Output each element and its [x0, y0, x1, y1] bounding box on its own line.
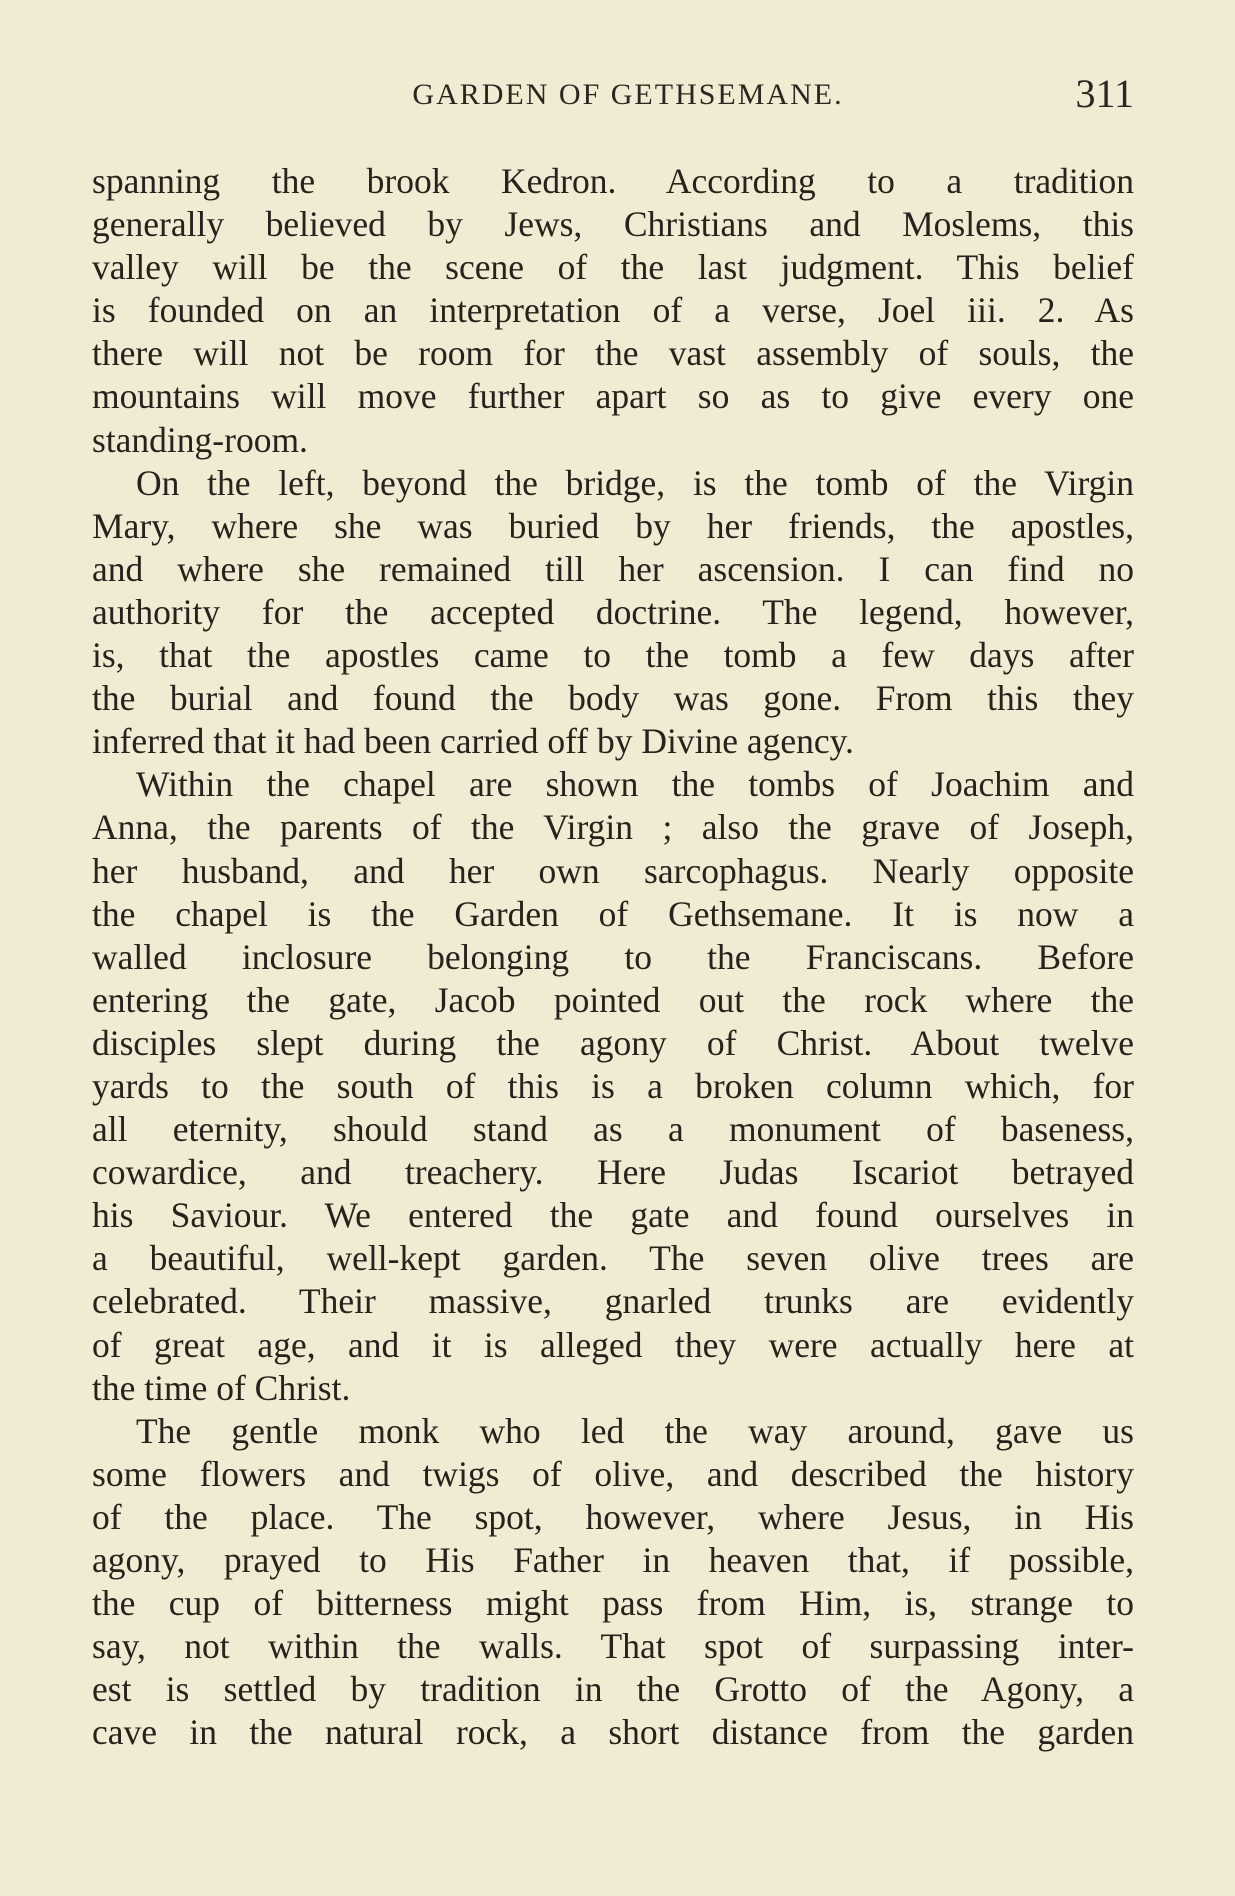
text-line: a beautiful, well-kept garden. The seven olive trees are: [92, 1238, 1134, 1279]
text-line: and where she remained till her ascension. I can find no: [92, 548, 1134, 589]
body-text: [92, 160, 1134, 1754]
page-number: 311: [1075, 71, 1134, 116]
text-line: cowardice, and treachery. Here Judas Iscariot betrayed: [92, 1152, 1134, 1193]
text-line: the chapel is the Garden of Gethsemane. It is now a: [92, 893, 1134, 934]
text-line: there will not be room for the vast assembly of souls, the: [92, 333, 1134, 374]
text-line: agony, prayed to His Father in heaven that, if possible,: [92, 1540, 1134, 1580]
text-line: standing-room.: [92, 419, 308, 460]
text-line: inferred that it had been carried off by Divine agency.: [92, 721, 854, 762]
text-line: of great age, and it is alleged they were actually here at: [92, 1324, 1134, 1365]
text-line: his Saviour. We entered the gate and found ourselves in: [92, 1195, 1134, 1236]
text-line: is, that the apostles came to the tomb a few days after: [92, 635, 1134, 676]
text-line: of the place. The spot, however, where Jesus, in His: [92, 1496, 1134, 1537]
text-line: celebrated. Their massive, gnarled trunks are evidently: [92, 1281, 1134, 1322]
text-line: Within the chapel are shown the tombs of Joachim and: [136, 764, 1134, 805]
text-line: some flowers and twigs of olive, and described the history: [92, 1453, 1134, 1494]
text-line: spanning the brook Kedron. According to a tradition: [92, 161, 1134, 201]
text-line: Anna, the parents of the Virgin ; also the grave of Joseph,: [92, 807, 1134, 848]
text-line: say, not within the walls. That spot of surpassing inter-: [92, 1626, 1134, 1667]
text-line: all eternity, should stand as a monument of baseness,: [92, 1109, 1134, 1150]
text-line: is founded on an interpretation of a verse, Joel iii. 2. As: [92, 290, 1134, 331]
text-line: the time of Christ.: [92, 1367, 351, 1408]
text-line: valley will be the scene of the last judgment. This belief: [92, 247, 1134, 288]
text-line: yards to the south of this is a broken column which, for: [92, 1065, 1134, 1106]
text-line: mountains will move further apart so as to give every one: [92, 376, 1134, 417]
text-line: Mary, where she was buried by her friends, the apostles,: [92, 505, 1134, 546]
text-line: authority for the accepted doctrine. The legend, however,: [92, 591, 1134, 632]
running-title: GARDEN OF GETHSEMANE.: [412, 78, 844, 111]
text-line: walled inclosure belonging to the Franciscans. Before: [92, 936, 1134, 977]
text-line: her husband, and her own sarcophagus. Nearly opposite: [92, 850, 1134, 891]
text-line: cave in the natural rock, a short distance from the garden: [92, 1712, 1134, 1753]
page-header: [92, 70, 1134, 120]
text-line: On the left, beyond the bridge, is the tomb of the Virgin: [136, 462, 1134, 503]
text-line: entering the gate, Jacob pointed out the rock where the: [92, 979, 1134, 1020]
text-line: the burial and found the body was gone. From this they: [92, 678, 1134, 719]
text-line: disciples slept during the agony of Christ. About twelve: [92, 1022, 1134, 1063]
text-line: The gentle monk who led the way around, gave us: [136, 1410, 1134, 1451]
text-line: est is settled by tradition in the Grotto of the Agony, a: [92, 1669, 1134, 1710]
text-line: the cup of bitterness might pass from Him, is, strange to: [92, 1583, 1134, 1624]
text-line: generally believed by Jews, Christians and Moslems, this: [92, 204, 1134, 245]
